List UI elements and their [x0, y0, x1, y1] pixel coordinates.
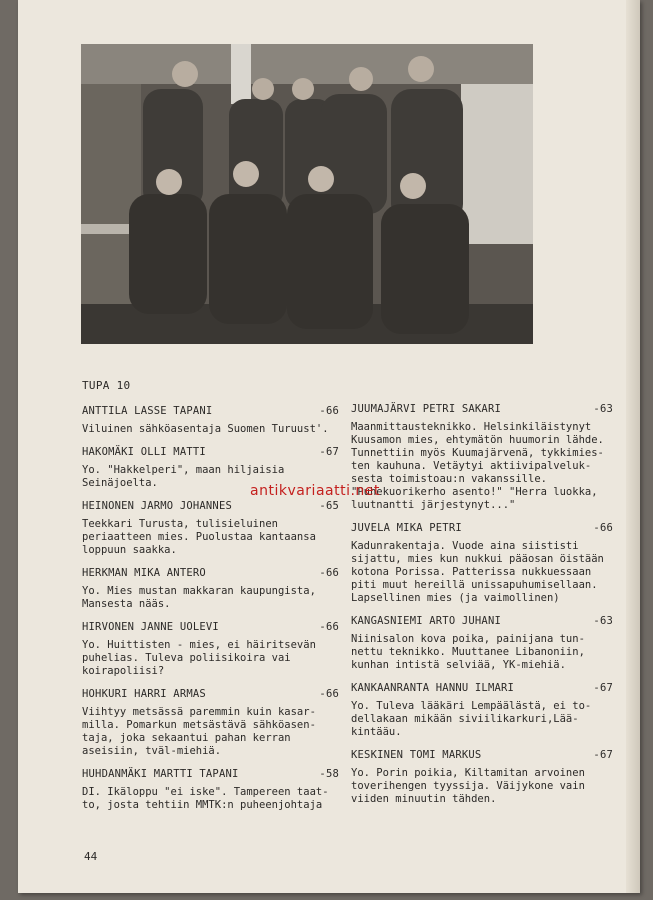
entry-name: HOHKURI HARRI ARMAS: [82, 688, 206, 700]
page-edge: [626, 0, 640, 893]
entry-text: Yo. Porin poikia, Kiltamitan arvoinen toverihengen tyyssija. Väijykone vain viiden minuutin tähden.: [351, 767, 585, 805]
entry: [351, 615, 621, 672]
entry-name: JUVELA MIKA PETRI: [351, 522, 462, 534]
entry-text: Kadunrakentaja. Vuode aina siististi sijattu, mies kun nukkui pääosan öistään kotona Porissa. Patterissa nukkuessaan piti muut hereillä unissapuhumisellaan. Lapsellinen mies (ja vaimollinen): [351, 540, 604, 604]
entry-text: Yo. Mies mustan makkaran kaupungista, Mansesta nääs.: [82, 585, 316, 610]
entry-text: Viihtyy metsässä paremmin kuin kasar- milla. Pomarkun metsästävä sähköasen- taja, joka sekaantui pahan kerran aseisiin, tväl-miehiä.: [82, 706, 316, 757]
page-number: 44: [84, 850, 98, 863]
entry: [82, 621, 347, 678]
entry-name: KANKAANRANTA HANNU ILMARI: [351, 682, 515, 694]
document-page: [18, 0, 640, 893]
entry-text: Yo. "Hakkelperi", maan hiljaisia Seinäjoelta.: [82, 464, 285, 489]
entry-year: -66: [593, 522, 613, 534]
entry-text: Viluinen sähköasentaja Suomen Turuust'.: [82, 423, 329, 435]
group-photo: [81, 44, 533, 344]
entry-year: -67: [593, 749, 613, 761]
entry: [351, 522, 621, 605]
entry-name: JUUMAJÄRVI PETRI SAKARI: [351, 403, 501, 415]
group-photo-drawing: [81, 44, 533, 344]
entry-year: -58: [319, 768, 339, 780]
entry-year: -66: [319, 688, 339, 700]
entry-year: -63: [593, 403, 613, 415]
entry-name: HAKOMÄKI OLLI MATTI: [82, 446, 206, 458]
right-column: [351, 403, 621, 816]
entry-text: DI. Ikäloppu "ei iske". Tampereen taat- to, josta tehtiin MMTK:n puheenjohtaja: [82, 786, 329, 811]
watermark-text[interactable]: antikvariaatti.net: [250, 483, 380, 499]
entry: [351, 403, 621, 512]
left-column: [82, 405, 347, 822]
entry-name: KESKINEN TOMI MARKUS: [351, 749, 482, 761]
entry-year: -67: [319, 446, 339, 458]
entry: [351, 749, 621, 806]
entry-name: HEINONEN JARMO JOHANNES: [82, 500, 232, 512]
entry-year: -66: [319, 405, 339, 417]
entry: [82, 768, 347, 812]
entry-text: Yo. Tuleva lääkäri Lempäälästä, ei to- dellakaan mikään siviilikarkuri,Lää- kintääu.: [351, 700, 592, 738]
entry-text: Niinisalon kova poika, painijana tun- nettu teknikko. Muuttanee Libanoniin, kunhan intistä selviää, YK-miehiä.: [351, 633, 585, 671]
entry-name: KANGASNIEMI ARTO JUHANI: [351, 615, 501, 627]
entry-name: HIRVONEN JANNE UOLEVI: [82, 621, 219, 633]
entry: [82, 405, 347, 436]
entry-year: -65: [319, 500, 339, 512]
entry-year: -63: [593, 615, 613, 627]
entry: [82, 688, 347, 758]
entry: [82, 567, 347, 611]
entry: [82, 500, 347, 557]
entry-name: ANTTILA LASSE TAPANI: [82, 405, 213, 417]
entry-year: -67: [593, 682, 613, 694]
entry-year: -66: [319, 567, 339, 579]
entry-text: Maanmittausteknikko. Helsinkiläistynyt Kuusamon mies, ehtymätön huumorin lähde. Tunnettiin myös Kuumajärvenä, tykkimies- ten kauhuna. Vetäytyi aktiivipalveluk- sesta toimistoau:n vakanssille. "Puhekuorikerho asento!" "Herra luokka, luutnantti järjestynyt...": [351, 421, 604, 511]
section-title: TUPA 10: [82, 379, 131, 392]
entry-text: Yo. Huittisten - mies, ei häiritsevän puhelias. Tuleva poliisikoira vai koirapoliisi?: [82, 639, 316, 677]
entry: [351, 682, 621, 739]
entry-year: -66: [319, 621, 339, 633]
entry-name: HERKMAN MIKA ANTERO: [82, 567, 206, 579]
entry-name: HUHDANMÄKI MARTTI TAPANI: [82, 768, 239, 780]
entry-text: Teekkari Turusta, tulisieluinen periaatteen mies. Puolustaa kantaansa loppuun saakka.: [82, 518, 316, 556]
